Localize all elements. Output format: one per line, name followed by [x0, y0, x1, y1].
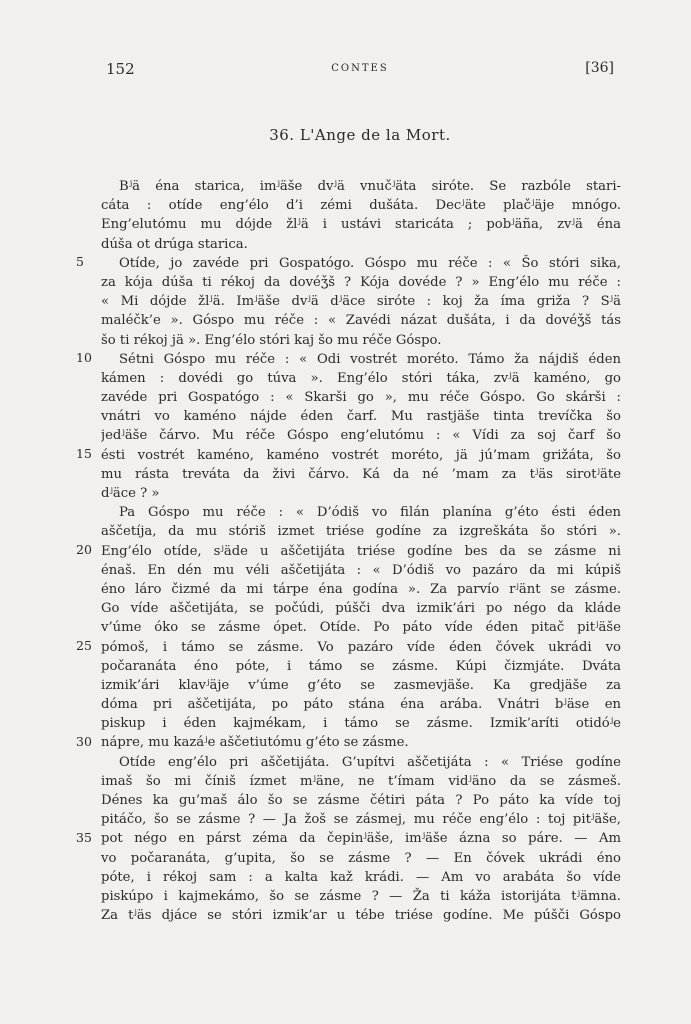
line-number: 15: [76, 445, 92, 461]
text-line: počaranáta éno póte, i támo se zásme. Kúpi čizmjáte. Dváta: [101, 658, 621, 674]
text-line: Sétni Góspo mu réče : « Odi vostrét moréto. Támo ža nájdiš éden: [119, 351, 621, 367]
text-line: nápre, mu kazáʲe aščetiutómu g’éto se zásme.: [101, 735, 409, 751]
section-title: CONTES: [331, 63, 389, 74]
text-line: dʲäce ? »: [101, 486, 160, 501]
line-number: 20: [76, 541, 92, 557]
text-line: cáta : otíde eng’élo d’i zémi dušáta. Decʲäte plačʲäje mnógo.: [101, 198, 621, 214]
text-line: piskup i éden kajmékam, i támo se zásme. Izmik’aríti otidóʲe: [101, 716, 621, 732]
text-line: Eng’élo otíde, sʲäde u aščetijáta triése godíne bes da se zásme ni: [101, 543, 621, 559]
text-line: éno láro čizmé da mi tárpe éna godína ». Za parvío rʲänt se zásme.: [101, 581, 621, 597]
line-number: 35: [76, 829, 92, 845]
line-number: 5: [76, 253, 84, 269]
text-line: Go víde aščetijáta, se počúdi, púšči dva izmik’ári po négo da kláde: [101, 601, 621, 617]
text-line: ésti vostrét kaméno, kaméno vostrét moréto, jä jú’mam grižáta, šo: [101, 447, 621, 463]
text-line: maléčk’e ». Góspo mu réče : « Zavédi názat dušáta, i da dovéǯš tás: [101, 313, 621, 329]
text-line: Za tʲäs djáce se stóri izmik’ar u tébe triése godíne. Me púšči Góspo: [101, 908, 621, 924]
story-title: 36. L'Ange de la Mort.: [269, 126, 451, 144]
line-number: 10: [76, 349, 92, 365]
text-line: aščetíja, da mu stóriš izmet triése godíne za izgreškáta šo stóri ».: [101, 524, 621, 540]
text-line: Eng’elutómu mu dójde žlʲä i ustávi staricáta ; pobʲäña, zvʲä éna: [101, 217, 621, 233]
text-line: pómoš, i támo se zásme. Vo pazáro víde éden čóvek ukrádi vo: [101, 639, 621, 655]
line-number: 25: [76, 637, 92, 653]
text-line: vo počaranáta, g’upita, šo se zásme ? — En čóvek ukrádi éno: [101, 850, 621, 866]
text-line: dóma pri aščetijáta, po páto stána éna arába. Vnátri bʲäse en: [101, 697, 621, 713]
text-line: vnátri vo kaméno nájde éden čarf. Mu rastjäše tinta trevíčka šo: [101, 409, 621, 425]
text-line: Otíde eng’élo pri aščetijáta. G’upítvi aščetijáta : « Triése godíne: [119, 754, 621, 770]
text-line: Dénes ka gu’maš álo šo se zásme čétiri páta ? Po páto ka víde toj: [101, 793, 621, 808]
text-line: imaš šo mi číniš ízmet mʲäne, ne t’ímam vidʲäno da se zásmeš.: [101, 773, 621, 789]
running-head: [106, 60, 614, 82]
text-line: piskúpo i kajmekámo, šo se zásme ? — Ža ti káža istorijáta tʲämna.: [101, 888, 621, 904]
text-line: Otíde, jo zavéde pri Gospatógo. Góspo mu réče : « Šo stóri sika,: [119, 255, 621, 271]
text-line: « Mi dójde žlʲä. Imʲäše dvʲä dʲäce siróte : koj ža íma griža ? Sʲä: [101, 294, 621, 310]
line-number: 30: [76, 733, 92, 749]
text-line: pitáčo, šo se zásme ? — Ja žoš se zásmej, mu réče eng’élo : toj pitʲäše,: [101, 812, 621, 828]
text-line: énaš. En dén mu véli aščetijáta : « D’ódiš vo pazáro da mi kúpiš: [101, 562, 621, 578]
text-line: jedʲäše čárvo. Mu réče Góspo eng’elutómu : « Vídi za soj čarf šo: [101, 428, 621, 444]
text-line: dúša ot drúga starica.: [101, 236, 248, 252]
text-line: mu rásta treváta da živi čárvo. Ká da né ’mam za tʲäs sirotʲäte: [101, 466, 621, 482]
text-line: Pa Góspo mu réče : « D’ódiš vo filán planína g’éto ésti éden: [119, 505, 621, 521]
story-number: [36]: [585, 60, 614, 76]
text-line: v’úme óko se zásme ópet. Otíde. Po páto víde éden pitač pitʲäše: [101, 620, 621, 636]
text-line: Bʲä éna starica, imʲäše dvʲä vnučʲäta siróte. Se razbóle stari-: [119, 179, 621, 194]
text-line: šo ti rékoj jä ». Eng’élo stóri kaj šo mu réče Góspo.: [101, 332, 442, 348]
text-line: pot négo en párst zéma da čepinʲäše, imʲäše ázna so páre. — Am: [101, 831, 621, 847]
page-number: 152: [106, 60, 135, 78]
text-line: zavéde pri Gospatógo : « Skarši go », mu réče Góspo. Go skárši :: [101, 390, 621, 406]
story-text: [101, 177, 621, 925]
text-line: kámen : dovédi go túva ». Eng’élo stóri táka, zvʲä kaméno, go: [101, 370, 621, 386]
text-line: za kója dúša ti rékoj da dovéǯš ? Kója dovéde ? » Eng’élo mu réče :: [101, 274, 621, 290]
text-line: póte, i rékoj sam : a kalta kaž krádi. — Am vo arabáta šo víde: [101, 869, 621, 885]
text-line: izmik’ári klavʲäje v’úme g’éto se zasmevjäše. Ka gredjäše za: [101, 677, 621, 693]
